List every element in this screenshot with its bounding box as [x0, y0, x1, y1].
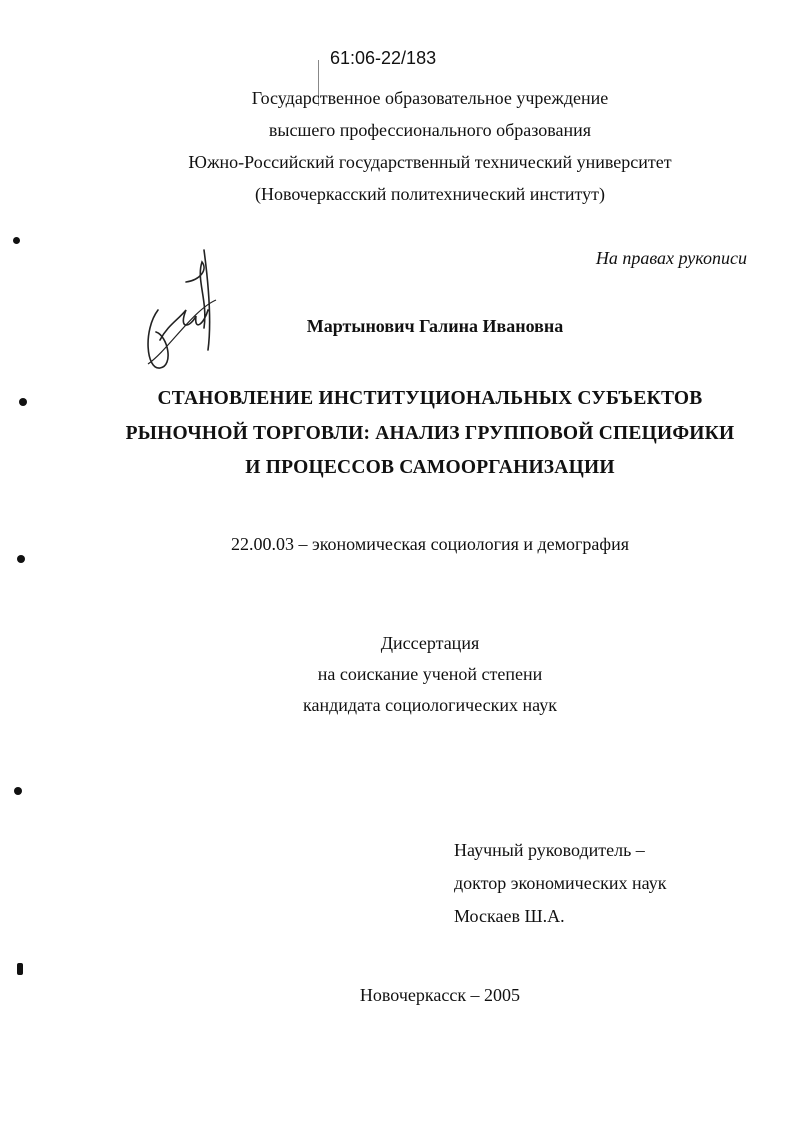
binding-hole-mark: [17, 963, 23, 975]
binding-hole-mark: [14, 787, 22, 795]
title-line-3: И ПРОЦЕССОВ САМООРГАНИЗАЦИИ: [245, 457, 615, 478]
handwritten-signature: [138, 240, 228, 380]
binding-hole-mark: [19, 398, 27, 406]
binding-hole-mark: [17, 555, 25, 563]
manuscript-rights: На правах рукописи: [595, 248, 747, 268]
dissertation-line-1: Диссертация: [380, 633, 480, 653]
binding-hole-mark: [13, 237, 20, 244]
institution-line-1: Государственное образовательное учреждение: [251, 88, 609, 108]
supervisor-line-3: Москаев Ш.А.: [454, 906, 565, 926]
supervisor-line-2: доктор экономических наук: [454, 873, 667, 893]
dissertation-line-3: кандидата социологических наук: [303, 695, 557, 715]
supervisor-line-1: Научный руководитель –: [454, 840, 645, 860]
institution-line-3: Южно-Российский государственный технический университет: [188, 152, 672, 172]
specialty-code: 22.00.03 – экономическая социология и демография: [230, 534, 629, 554]
institution-line-4: (Новочеркасский политехнический институт): [254, 184, 606, 204]
city-year: Новочеркасск – 2005: [359, 985, 521, 1005]
institution-line-2: высшего профессионального образования: [268, 120, 592, 140]
title-line-1: СТАНОВЛЕНИЕ ИНСТИТУЦИОНАЛЬНЫХ СУБЪЕКТОВ: [157, 388, 703, 409]
library-code: 61:06-22/183: [330, 48, 437, 68]
title-line-2: РЫНОЧНОЙ ТОРГОВЛИ: АНАЛИЗ ГРУППОВОЙ СПЕЦИФИКИ: [125, 423, 735, 444]
dissertation-line-2: на соискание ученой степени: [317, 664, 543, 684]
author-name: Мартынович Галина Ивановна: [306, 316, 564, 336]
